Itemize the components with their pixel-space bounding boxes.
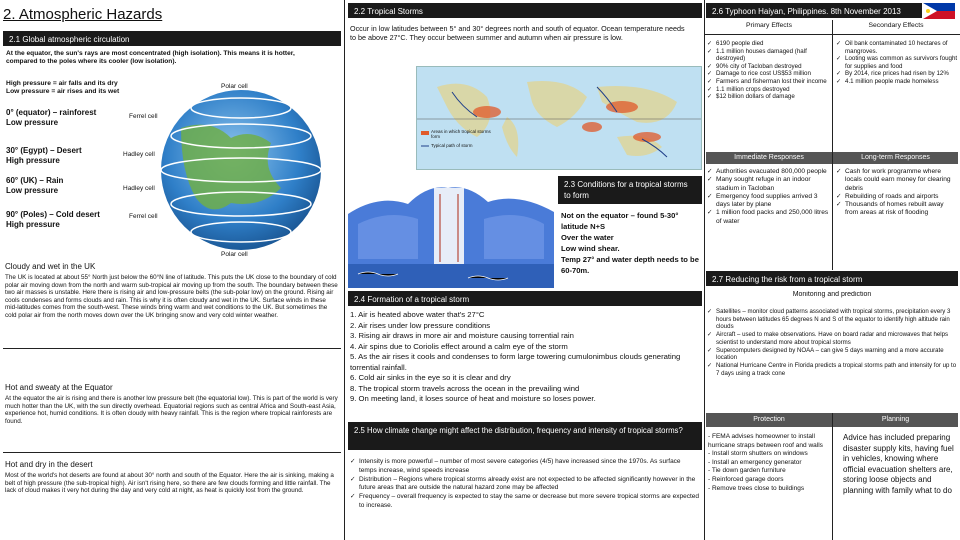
longterm-response: ✓ Thousands of homes rebuilt away from areas at risk of flooding (836, 201, 958, 218)
monitoring-item: ✓ Aircraft – used to make observations. Have on board radar and microwaves that helps scientist to understand more about tropical storms (707, 331, 957, 346)
section-2-5-header: 2.5 How climate change might affect the distribution, frequency and intensity of tropical storms? (348, 422, 702, 450)
longterm-responses-list (836, 168, 958, 266)
formation-step: 2. Air rises under low pressure conditions (350, 320, 491, 330)
cell-label: Polar cell (221, 251, 248, 258)
cell-label: Ferrel cell (129, 213, 158, 220)
primary-effects-title: Primary Effects (746, 22, 792, 29)
legend-uk-pressure: Low pressure (6, 186, 59, 196)
hot-sweaty-title: Hot and sweaty at the Equator (5, 383, 113, 392)
section-2-2-header: 2.2 Tropical Storms (348, 3, 702, 18)
condition-item: Temp 27° and water depth needs to be 60-70m. (561, 255, 699, 275)
legend-egypt: 30° (Egypt) – Desert (6, 146, 82, 156)
formation-step: 5. As the air rises it cools and condenses to form large towering cumulonimbus clouds generating torrential rainfall. (350, 352, 681, 372)
condition-item: Not on the equator – found 5-30° latitude N+S (561, 211, 679, 231)
globe-image (121, 78, 341, 260)
formation-step: 1. Air is heated above water that's 27°C (350, 310, 485, 319)
climate-change-list (350, 458, 700, 538)
protection-item: - Install an emergency generator (708, 458, 802, 466)
cloudy-uk-title: Cloudy and wet in the UK (5, 262, 96, 271)
formation-step: 9. On meeting land, it loses source of heat and moisture so loses power. (350, 394, 596, 403)
climate-change-item: ✓ Distribution – Regions where tropical storms already exist are not expected to be affected significantly however in the future areas that are outside the natural hazard zone may be affected (350, 476, 700, 494)
protection-item: - Tie down garden furniture (708, 467, 786, 475)
monitoring-item: ✓ National Hurricane Centre in Florida predicts a tropical storms path and intensity for up to 7 days using a track cone (707, 362, 957, 377)
legend-uk: 60° (UK) – Rain (6, 176, 64, 186)
section-2-2-body: Occur in low latitudes between 5° and 30° degrees north and south of equator. Ocean temperature needs to be above 27°C. They occur between summer and autumn when air pressure is low. (350, 24, 685, 43)
section-2-1-header: 2.1 Global atmospheric circulation (3, 31, 341, 46)
formation-step: 3. Rising air draws in more air and moisture causing torrential rain (350, 331, 574, 340)
formation-step: 4. Air spins due to Coriolis effect around a calm eye of the storm (350, 341, 568, 351)
primary-effect: ✓ 6190 people died (707, 40, 831, 48)
formation-step: 8. The tropical storm travels across the ocean in the prevailing wind (350, 383, 580, 393)
pressure-legend (6, 80, 126, 258)
immediate-response: ✓ Authorities evacuated 800,000 people (707, 168, 831, 176)
planning-title: Planning (833, 413, 958, 427)
secondary-effects-list (836, 40, 958, 150)
conditions-list (561, 210, 701, 290)
cloudy-uk-body: The UK is located at about 55° North just below the 60°N line of latitude. This puts the UK close to the boundary of cold polar air moving down from the north and warm sub-tropical air moving up from the south. The boundary between these two air masses is unstable. Here there is rising air and low-pressure belts (the sub-polar low) on the ground. Rising air cools condenses and forms clouds and rain. This is why it is often cloudy and wet in the UK. Surface winds in these mid-latitudes comes from the south-west. These winds bring warm and wet conditions to the UK. But sometimes the cold polar air from the north moves down over the UK bringing snow and very cold winter weather. (5, 274, 338, 319)
climate-change-item: ✓ Frequency – overall frequency is expected to stay the same or decrease but more severe tropical storms are expected to increase. (350, 493, 700, 511)
secondary-effect: ✓ 4.1 million people made homeless (836, 78, 958, 86)
protection-item: - Reinforced garage doors (708, 475, 784, 483)
protection-item: - FEMA advises homeowner to install hurricane straps between roof and walls (708, 433, 823, 449)
condition-item: Low wind shear. (561, 244, 620, 253)
monitoring-item: ✓ Satellites – monitor cloud patterns associated with tropical storms, precipitation every 3 hours between latitudes 65 degrees N and S of the equator to identify high altitude rain clouds (707, 308, 957, 331)
formation-steps (350, 310, 700, 420)
legend-equator: 0° (equator) – rainforest (6, 108, 97, 118)
immediate-response: ✓ Emergency food supplies arrived 3 days later by plane (707, 193, 831, 210)
storm-cross-section-image (348, 174, 554, 288)
primary-effects-list (707, 40, 831, 150)
planning-text: Advice has included preparing disaster supply kits, having fuel in vehicles, knowing where official evacuation shelters are, storing loose objects and planning with family what to do (843, 433, 954, 495)
primary-effect: ✓ 1.1 million houses damaged (half destroyed) (707, 48, 831, 63)
immediate-response: ✓ Many sought refuge in an indoor stadium in Tacloban (707, 176, 831, 193)
secondary-effect: ✓ Looting was common as survivors fought for supplies and food (836, 55, 958, 70)
legend-equator-pressure: Low pressure (6, 118, 59, 128)
hot-sweaty-body: At the equator the air is rising and there is another low pressure belt (the equatorial low). This is part of the world is very much hotter than the UK, with the sun directly overhead. Equatorial regions such as central Africa and South-east Asia, experience hot, humid conditions. It is often cloudy with heavy rainfall. This is the region where tropical rainforests are found. (5, 395, 338, 425)
legend-egypt-pressure: High pressure (6, 156, 60, 166)
monitoring-title: Monitoring and prediction (792, 291, 872, 298)
map-legend-areas: Areas in which tropical storms form (431, 129, 491, 139)
cell-label: Polar cell (221, 83, 248, 90)
immediate-responses-title: Immediate Responses (706, 152, 832, 164)
protection-title: Protection (706, 413, 832, 427)
legend-high-pressure: High pressure = air falls and its dry (6, 80, 118, 87)
protection-item: - Remove trees close to buildings (708, 484, 805, 492)
section-2-7-header: 2.7 Reducing the risk from a tropical storm (706, 271, 958, 286)
immediate-responses-list (707, 168, 831, 266)
legend-low-pressure: Low pressure = air rises and its wet (6, 88, 120, 96)
hot-dry-body: Most of the world's hot deserts are found at about 30° north and south of the Equator. Here the air is sinking, making a belt of high pressure (the sub-tropical high). Air isn't rising here, so there are few clouds forming and little rainfall. The lack of cloud makes it very hot during the day and very cold at night, as heat is quickly lost from the ground. (5, 472, 334, 495)
primary-effect: ✓ 90% city of Tacloban destroyed (707, 63, 831, 71)
protection-list (708, 433, 830, 533)
protection-item: - Install storm shutters on windows (708, 450, 808, 458)
secondary-effect: ✓ By 2014, rice prices had risen by 12% (836, 70, 958, 78)
section-2-3-header: 2.3 Conditions for a tropical storms to form (558, 176, 702, 204)
section-2-4-header: 2.4 Formation of a tropical storm (348, 291, 702, 306)
cell-label: Hadley cell (123, 151, 155, 158)
condition-item: Over the water (561, 233, 614, 242)
hot-dry-title: Hot and dry in the desert (5, 460, 93, 469)
legend-poles: 90° (Poles) – Cold desert (6, 210, 100, 220)
climate-change-item: ✓ Intensity is more powerful – number of most severe categories (4/5) have increased since the 1970s. As surface temps increase, wind speeds increase (350, 458, 700, 476)
longterm-response: ✓ Rebuilding of roads and airports (836, 193, 958, 201)
longterm-response: ✓ Cash for work programme where locals could earn money for clearing debris (836, 168, 958, 193)
immediate-response: ✓ 1 million food packs and 250,000 litres of water (707, 209, 831, 226)
legend-poles-pressure: High pressure (6, 220, 60, 230)
cell-label: Hadley cell (123, 185, 155, 192)
formation-step: 6. Cold air sinks in the eye so it is clear and dry (350, 373, 511, 382)
longterm-responses-title: Long-term Responses (833, 152, 958, 164)
primary-effect: ✓ $12 billion dollars of damage (707, 93, 831, 101)
primary-effect: ✓ 1.1 million crops destroyed (707, 86, 831, 94)
tropical-storm-map (416, 66, 702, 170)
atmospheric-circulation-diagram (3, 78, 341, 260)
section-2-1-intro: At the equator, the sun's rays are most concentrated (high isolation). This means it is hotter, compared to the poles where its cooler (low isolation). (6, 50, 295, 66)
secondary-effects-title: Secondary Effects (868, 22, 924, 29)
philippines-flag-icon (923, 3, 955, 19)
secondary-effect: ✓ Oil bank contaminated 10 hectares of mangroves. (836, 40, 958, 55)
primary-effect: ✓ Farmers and fisherman lost their income (707, 78, 831, 86)
monitoring-item: ✓ Supercomputers designed by NOAA – can give 5 days warning and a more accurate location (707, 347, 957, 362)
section-2-6-header: 2.6 Typhoon Haiyan, Philippines. 8th November 2013 (706, 3, 922, 18)
monitoring-list (707, 308, 957, 408)
cell-label: Ferrel cell (129, 113, 158, 120)
map-legend-path: Typical path of storm (431, 143, 473, 148)
primary-effect: ✓ Damage to rice cost US$53 million (707, 70, 831, 78)
page-title: 2. Atmospheric Hazards (3, 6, 163, 23)
